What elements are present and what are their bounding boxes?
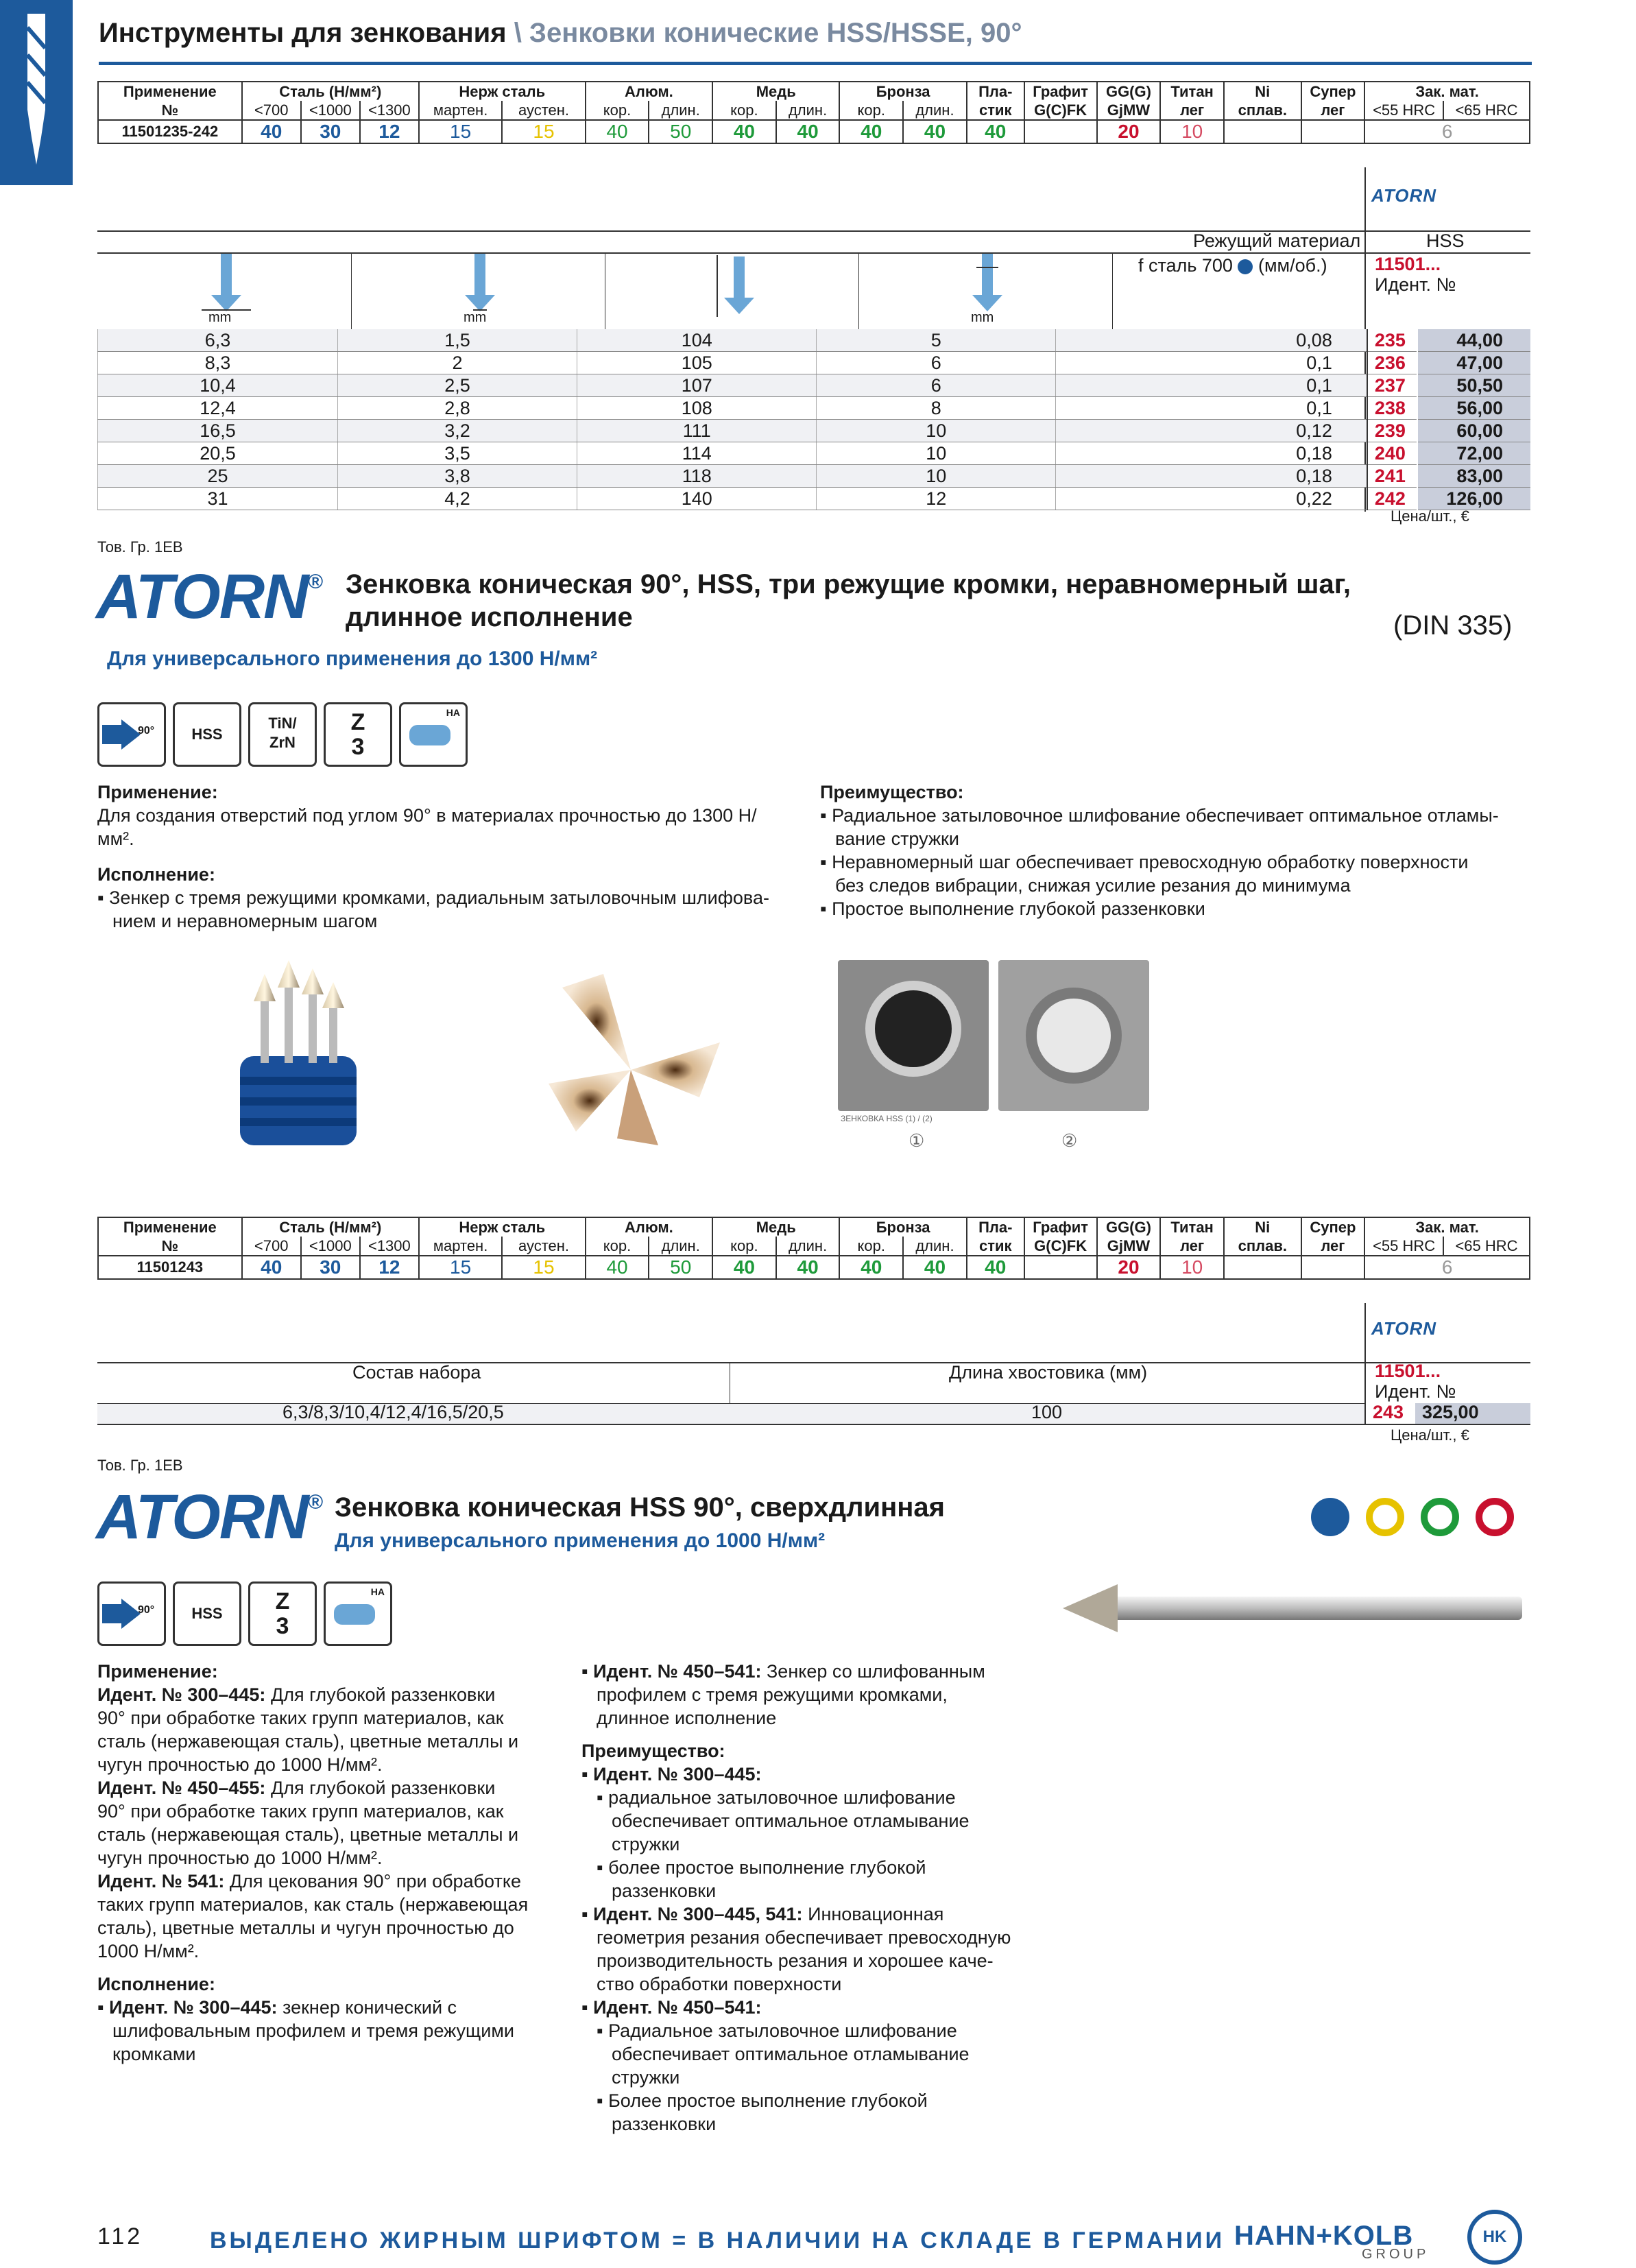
suitability-value: 12 — [360, 1256, 419, 1279]
ident-code: 239 — [1367, 420, 1417, 442]
suitability-value: 40 — [776, 120, 840, 143]
app-subheader-cell: <1000 — [301, 1237, 360, 1256]
steel-dot-icon — [1238, 259, 1253, 274]
dim-l: 105 — [577, 352, 816, 374]
app-subheader-cell: кор. — [586, 1237, 649, 1256]
ident-code: 241 — [1367, 465, 1417, 488]
app-header-cell: Титан — [1160, 82, 1224, 101]
product-group: Тов. Гр. 1EB — [97, 1457, 183, 1474]
suitability-value: 40 — [586, 1256, 649, 1279]
app-subheader-cell: лег — [1160, 1237, 1224, 1256]
text-line: производительность резания и хорошее каче- — [597, 1950, 994, 1971]
photo-marker-2: ② — [1061, 1130, 1078, 1151]
material-dot-icon — [1366, 1498, 1404, 1536]
section-heading: Применение: — [97, 1661, 218, 1682]
dim-d2: 3,5 — [337, 442, 577, 465]
material-dot-icon — [1311, 1498, 1349, 1536]
advantages-text — [581, 1660, 1011, 2136]
suitability-value: 40 — [586, 120, 649, 143]
app-header-cell: Алюм. — [586, 82, 712, 101]
hss-material-icon: HSS — [173, 702, 241, 767]
text-line: чугун прочностью до 1000 Н/мм². — [97, 1754, 383, 1775]
shank-length: 100 — [1031, 1402, 1063, 1422]
suitability-value: 12 — [360, 120, 419, 143]
dim-s: 6 — [817, 352, 1056, 374]
suitability-value — [1024, 120, 1097, 143]
dim-d: 31 — [98, 488, 338, 510]
app-subheader-cell: <65 HRC — [1443, 101, 1530, 120]
app-header-cell: Супер — [1301, 82, 1365, 101]
dim-d: 20,5 — [98, 442, 338, 465]
drill-icon — [0, 0, 73, 185]
app-header-cell: Бронза — [839, 1217, 966, 1237]
app-subheader-cell: <700 — [242, 101, 301, 120]
price: 325,00 — [1422, 1402, 1479, 1422]
group-label: GROUP — [1362, 2247, 1430, 2262]
dim-d: 25 — [98, 465, 338, 488]
text-line: ▪ радиальное затыловочное шлифование — [597, 1787, 956, 1808]
app-subheader-cell: аустен. — [502, 1237, 585, 1256]
shank-ha-icon: HA — [324, 1581, 392, 1646]
app-subheader-cell: сплав. — [1224, 101, 1301, 120]
divider — [97, 1362, 1530, 1363]
shank-column-header: Длина хвостовика (мм) — [949, 1362, 1148, 1383]
section-heading: Преимущество: — [581, 1741, 725, 1761]
price: 126,00 — [1417, 488, 1530, 510]
suitability-value: 15 — [502, 120, 585, 143]
photo-marker-1: ① — [909, 1130, 925, 1151]
mm-label: mm — [208, 310, 232, 325]
ident-code: 243 — [1373, 1402, 1404, 1422]
divider — [1112, 252, 1113, 329]
dim-d: 10,4 — [98, 374, 338, 397]
divider — [1364, 1303, 1366, 1424]
countersink-set-photo — [219, 960, 370, 1152]
dim-s: 6 — [817, 374, 1056, 397]
ident-code: 240 — [1367, 442, 1417, 465]
dim-d2: 4,2 — [337, 488, 577, 510]
app-header-cell: Пла- — [967, 1217, 1024, 1237]
app-subheader-cell: стик — [967, 101, 1024, 120]
header-rule — [99, 62, 1532, 65]
app-subheader-cell: лег — [1160, 101, 1224, 120]
app-subheader-cell: кор. — [586, 101, 649, 120]
price: 50,50 — [1417, 374, 1530, 397]
suitability-value: 15 — [419, 1256, 502, 1279]
size-table — [97, 329, 1530, 510]
app-subheader-cell: сплав. — [1224, 1237, 1301, 1256]
feed-value: 0,18 — [1056, 442, 1367, 465]
dim-d2: 3,2 — [337, 420, 577, 442]
page-number: 112 — [97, 2223, 143, 2249]
text-line: ▪ более простое выполнение глубокой — [597, 1857, 926, 1878]
divider — [97, 252, 1530, 254]
product-group: Тов. Гр. 1EB — [97, 538, 183, 556]
suitability-value: 40 — [712, 120, 776, 143]
dim-l: 111 — [577, 420, 816, 442]
application-text — [97, 1660, 528, 2066]
hahn-kolb-brand: HAHN+KOLB — [1234, 2221, 1414, 2251]
app-header-cell: Применение — [98, 1217, 242, 1237]
dim-l: 114 — [577, 442, 816, 465]
text-line: чугун прочностью до 1000 Н/мм². — [97, 1848, 383, 1868]
table-row — [98, 329, 1531, 352]
feed-value: 0,1 — [1056, 352, 1367, 374]
ident-code: 237 — [1367, 374, 1417, 397]
ident-label: Идент. № — [1375, 274, 1456, 295]
feed-value: 0,12 — [1056, 420, 1367, 442]
dim-s: 8 — [817, 397, 1056, 420]
app-subheader-cell: <1000 — [301, 101, 360, 120]
ident-prefix: 11501... — [1375, 254, 1441, 274]
price-label: Цена/шт., € — [1391, 1427, 1469, 1444]
suitability-value: 20 — [1097, 1256, 1161, 1279]
suitability-value — [1224, 120, 1301, 143]
app-subheader-cell: мартен. — [419, 101, 502, 120]
divider — [97, 1424, 1530, 1425]
suitability-value: 40 — [776, 1256, 840, 1279]
dim-s: 10 — [817, 465, 1056, 488]
photo-caption: ЗЕНКОВКА HSS (1) / (2) — [841, 1114, 933, 1123]
suitability-value: 40 — [967, 120, 1024, 143]
set-composition: 6,3/8,3/10,4/12,4/16,5/20,5 — [282, 1402, 504, 1422]
advantages-text: Преимущество: ▪ Радиальное затыловочное шлифование обеспечивает оптимальное отламы- вание стружки ▪ Неравномерный шаг обеспечивает превосходную обработку поверхности без следов вибрации, снижая усилие резания до минимума ▪ Простое выполнение глубокой раззенковки — [820, 782, 1499, 919]
dim-l: 140 — [577, 488, 816, 510]
app-subheader-cell: длин. — [649, 101, 712, 120]
text-line: ▪ Радиальное затыловочное шлифование — [597, 2020, 957, 2041]
atorn-logo: ATORN® — [96, 1482, 322, 1552]
feed-value: 0,08 — [1056, 329, 1367, 352]
dim-d2: 2,8 — [337, 397, 577, 420]
table-row — [98, 352, 1531, 374]
dim-l: 107 — [577, 374, 816, 397]
app-subheader-cell: длин. — [776, 1237, 840, 1256]
app-subheader-cell: стик — [967, 1237, 1024, 1256]
table-row — [98, 420, 1531, 442]
price: 47,00 — [1417, 352, 1530, 374]
app-header-cell: Бронза — [839, 82, 966, 101]
page-title: Инструменты для зенкования \ Зенковки конические HSS/HSSE, 90° — [99, 18, 1022, 48]
suitability-value: 40 — [242, 1256, 301, 1279]
app-header-cell: GG(G) — [1097, 1217, 1161, 1237]
hahn-kolb-seal: HK — [1467, 2210, 1522, 2265]
dim-s: 12 — [817, 488, 1056, 510]
app-header-cell: Графит — [1024, 82, 1097, 101]
text-line: длинное исполнение — [597, 1708, 777, 1728]
suitability-value: 6 — [1364, 120, 1530, 143]
app-subheader-cell: мартен. — [419, 1237, 502, 1256]
dim-d: 8,3 — [98, 352, 338, 374]
table-row — [98, 442, 1531, 465]
app-header-cell: Пла- — [967, 82, 1024, 101]
product-subtitle: Для универсального применения до 1000 Н/мм² — [335, 1529, 826, 1552]
suitability-value: 40 — [967, 1256, 1024, 1279]
app-header-cell: Зак. мат. — [1364, 82, 1530, 101]
dim-d2: 2,5 — [337, 374, 577, 397]
app-header-cell: Зак. мат. — [1364, 1217, 1530, 1237]
price: 60,00 — [1417, 420, 1530, 442]
ident-prefix: 11501... — [1375, 1361, 1441, 1381]
dim-s: 10 — [817, 420, 1056, 442]
dim-d: 16,5 — [98, 420, 338, 442]
app-subheader-cell: кор. — [839, 101, 903, 120]
text-line: геометрия резания обеспечивает превосходную — [597, 1927, 1011, 1948]
text-line: шлифовальным профилем и тремя режущими — [112, 2020, 514, 2041]
suitability-value: 40 — [903, 1256, 967, 1279]
app-header-cell: Применение — [98, 82, 242, 101]
angle-90-icon: 90° — [97, 702, 166, 767]
price: 56,00 — [1417, 397, 1530, 420]
app-subheader-cell: <1300 — [360, 101, 419, 120]
feed-value: 0,22 — [1056, 488, 1367, 510]
flutes-z3-icon: Z 3 — [324, 702, 392, 767]
angle-90-icon: 90° — [97, 1581, 166, 1646]
material-dot-icon — [1421, 1498, 1459, 1536]
ident-code: 238 — [1367, 397, 1417, 420]
mm-label: mm — [464, 310, 487, 325]
text-line: кромками — [112, 2044, 196, 2064]
suitability-value: 15 — [419, 120, 502, 143]
atorn-mini-logo: ATORN — [1371, 1318, 1437, 1339]
text-line: сталь (нержавеющая сталь), цветные металлы и — [97, 1824, 519, 1845]
price-label: Цена/шт., € — [1391, 508, 1469, 525]
table-row — [98, 465, 1531, 488]
suitability-value: 50 — [649, 1256, 712, 1279]
app-subheader-cell: аустен. — [502, 101, 585, 120]
app-header-cell: Сталь (Н/мм²) — [242, 1217, 419, 1237]
footer-note: ВЫДЕЛЕНО ЖИРНЫМ ШРИФТОМ = В НАЛИЧИИ НА СКЛАДЕ В ГЕРМАНИИ — [210, 2228, 1225, 2254]
suitability-value: 40 — [242, 120, 301, 143]
app-subheader-cell: кор. — [712, 101, 776, 120]
feed-value: 0,18 — [1056, 465, 1367, 488]
text-line: раззенковки — [612, 1881, 717, 1901]
text-line: Идент. № 300–445: Для глубокой раззенковки — [97, 1684, 496, 1705]
app-subheader-cell: длин. — [649, 1237, 712, 1256]
text-line: стружки — [612, 1834, 680, 1854]
app-subheader-cell: лег — [1301, 101, 1365, 120]
text-line: 90° при обработке таких групп материалов, как — [97, 1708, 504, 1728]
app-subheader-cell: кор. — [712, 1237, 776, 1256]
din-standard: (DIN 335) — [1393, 610, 1513, 641]
app-subheader-cell: <1300 — [360, 1237, 419, 1256]
text-line: ▪ Идент. № 450–541: Зенкер со шлифованным — [581, 1661, 985, 1682]
sidebar-tab — [0, 0, 73, 185]
suitability-value: 10 — [1160, 1256, 1224, 1279]
dim-d2: 2 — [337, 352, 577, 374]
app-subheader-cell: длин. — [776, 101, 840, 120]
text-line: ▪ Более простое выполнение глубокой — [597, 2090, 928, 2111]
product-title: Зенковка коническая HSS 90°, сверхдлинная — [335, 1492, 946, 1523]
app-header-cell: Ni — [1224, 82, 1301, 101]
suitability-value: 40 — [712, 1256, 776, 1279]
price: 72,00 — [1417, 442, 1530, 465]
cutting-material-value: HSS — [1426, 230, 1465, 251]
suitability-value: 40 — [839, 1256, 903, 1279]
text-line: таких групп материалов, как сталь (нержавеющая — [97, 1894, 529, 1915]
ident-code: 235 — [1367, 329, 1417, 352]
text-line: Идент. № 541: Для цекования 90° при обработке — [97, 1871, 521, 1891]
ident-label: Идент. № — [1375, 1381, 1456, 1402]
dim-l: 118 — [577, 465, 816, 488]
atorn-logo: ATORN® — [96, 562, 322, 632]
cutting-material-label: Режущий материал — [1193, 230, 1361, 251]
article-code: 11501235-242 — [98, 120, 242, 143]
dim-l: 108 — [577, 397, 816, 420]
ident-code: 236 — [1367, 352, 1417, 374]
app-header-cell: Алюм. — [586, 1217, 712, 1237]
app-subheader-cell: <55 HRC — [1364, 101, 1443, 120]
price: 83,00 — [1417, 465, 1530, 488]
dim-l: 104 — [577, 329, 816, 352]
app-header-cell: Титан — [1160, 1217, 1224, 1237]
suitability-value: 30 — [301, 120, 360, 143]
text-line: Идент. № 450–455: Для глубокой раззенковки — [97, 1778, 496, 1798]
app-subheader-cell: № — [98, 1237, 242, 1256]
text-line: 1000 Н/мм². — [97, 1941, 200, 1961]
text-line: раззенковки — [612, 2114, 717, 2134]
spacer — [581, 1730, 1011, 1739]
suitability-value: 40 — [839, 120, 903, 143]
application-text: Применение: Для создания отверстий под углом 90° в материалах прочностью до 1300 Н/ мм². Исполнение: ▪ Зенкер с тремя режущими кромками, радиальным затыловочным шлифова- нием и неравномерным шагом — [97, 782, 769, 931]
material-dot-icon — [1476, 1498, 1514, 1536]
application-table-2 — [97, 1217, 1530, 1280]
mm-label: mm — [971, 310, 994, 325]
suitability-value: 20 — [1097, 120, 1161, 143]
countersink-tip-photo — [535, 960, 727, 1152]
app-subheader-cell: № — [98, 101, 242, 120]
suitability-value: 6 — [1364, 1256, 1530, 1279]
app-header-cell: Графит — [1024, 1217, 1097, 1237]
surface-photo-2 — [998, 960, 1149, 1111]
suitability-value — [1024, 1256, 1097, 1279]
atorn-mini-logo: ATORN — [1371, 185, 1437, 206]
app-header-cell: GG(G) — [1097, 82, 1161, 101]
flutes-z3-icon: Z 3 — [248, 1581, 317, 1646]
suitability-value: 40 — [903, 120, 967, 143]
dim-d2: 3,8 — [337, 465, 577, 488]
text-line: ▪ Идент. № 300–445, 541: Инновационная — [581, 1904, 944, 1924]
article-code: 11501243 — [98, 1256, 242, 1279]
dim-s: 5 — [817, 329, 1056, 352]
dim-s: 10 — [817, 442, 1056, 465]
suitability-value: 50 — [649, 120, 712, 143]
app-subheader-cell: длин. — [903, 101, 967, 120]
divider — [858, 252, 859, 329]
spacer — [97, 1963, 528, 1972]
feed-label: f сталь 700 (мм/об.) — [1138, 255, 1327, 276]
text-line: сталь), цветные металлы и чугун прочностью до — [97, 1918, 514, 1938]
surface-photo-1 — [838, 960, 989, 1111]
suitability-value — [1301, 1256, 1365, 1279]
text-line: 90° при обработке таких групп материалов, как — [97, 1801, 504, 1822]
table-row — [98, 488, 1531, 510]
app-subheader-cell: <55 HRC — [1364, 1237, 1443, 1256]
text-line: профилем с тремя режущими кромками, — [597, 1684, 948, 1705]
app-subheader-cell: GjMW — [1097, 1237, 1161, 1256]
application-table-1 — [97, 81, 1530, 144]
app-subheader-cell: кор. — [839, 1237, 903, 1256]
text-line: ство обработки поверхности — [597, 1974, 842, 1994]
text-line: ▪ Идент. № 300–445: — [581, 1764, 762, 1784]
section-heading: Исполнение: — [97, 1974, 215, 1994]
feed-value: 0,1 — [1056, 374, 1367, 397]
suitability-value — [1301, 120, 1365, 143]
price: 44,00 — [1417, 329, 1530, 352]
text-line: ▪ Идент. № 300–445: зекнер конический с — [97, 1997, 457, 2018]
text-line: ▪ Идент. № 450–541: — [581, 1997, 762, 2018]
app-header-cell: Нерж сталь — [419, 1217, 586, 1237]
app-header-cell: Сталь (Н/мм²) — [242, 82, 419, 101]
suitability-value: 30 — [301, 1256, 360, 1279]
ident-code: 242 — [1367, 488, 1417, 510]
app-header-cell: Нерж сталь — [419, 82, 586, 101]
divider — [351, 252, 352, 329]
suitability-value: 15 — [502, 1256, 585, 1279]
text-line: обеспечивает оптимальное отламывание — [612, 1811, 970, 1831]
app-subheader-cell: G(C)FK — [1024, 1237, 1097, 1256]
table-row — [98, 397, 1531, 420]
product-subtitle: Для универсального применения до 1300 Н/мм² — [107, 647, 598, 670]
text-line: обеспечивает оптимальное отламывание — [612, 2044, 970, 2064]
hss-material-icon: HSS — [173, 1581, 241, 1646]
app-subheader-cell: GjMW — [1097, 101, 1161, 120]
coating-icon: TiN/ ZrN — [248, 702, 317, 767]
dim-d2: 1,5 — [337, 329, 577, 352]
product-title: Зенковка коническая 90°, HSS, три режущие кромки, неравномерный шаг, длинное исполнение — [346, 569, 1351, 632]
extra-long-countersink-photo — [1056, 1577, 1529, 1639]
app-header-cell: Медь — [712, 82, 839, 101]
suitability-value: 10 — [1160, 120, 1224, 143]
feed-value: 0,1 — [1056, 397, 1367, 420]
text-line: сталь (нержавеющая сталь), цветные металлы и — [97, 1731, 519, 1752]
dim-d: 12,4 — [98, 397, 338, 420]
suitability-value — [1224, 1256, 1301, 1279]
divider — [1364, 167, 1366, 230]
app-subheader-cell: <65 HRC — [1443, 1237, 1530, 1256]
app-subheader-cell: лег — [1301, 1237, 1365, 1256]
app-header-cell: Ni — [1224, 1217, 1301, 1237]
dim-d: 6,3 — [98, 329, 338, 352]
shank-ha-icon: HA — [399, 702, 468, 767]
app-subheader-cell: G(C)FK — [1024, 101, 1097, 120]
app-subheader-cell: <700 — [242, 1237, 301, 1256]
text-line: стружки — [612, 2067, 680, 2088]
app-header-cell: Супер — [1301, 1217, 1365, 1237]
set-column-header: Состав набора — [352, 1362, 481, 1383]
table-row — [98, 374, 1531, 397]
app-header-cell: Медь — [712, 1217, 839, 1237]
app-subheader-cell: длин. — [903, 1237, 967, 1256]
countersink-length-icon — [706, 254, 761, 322]
